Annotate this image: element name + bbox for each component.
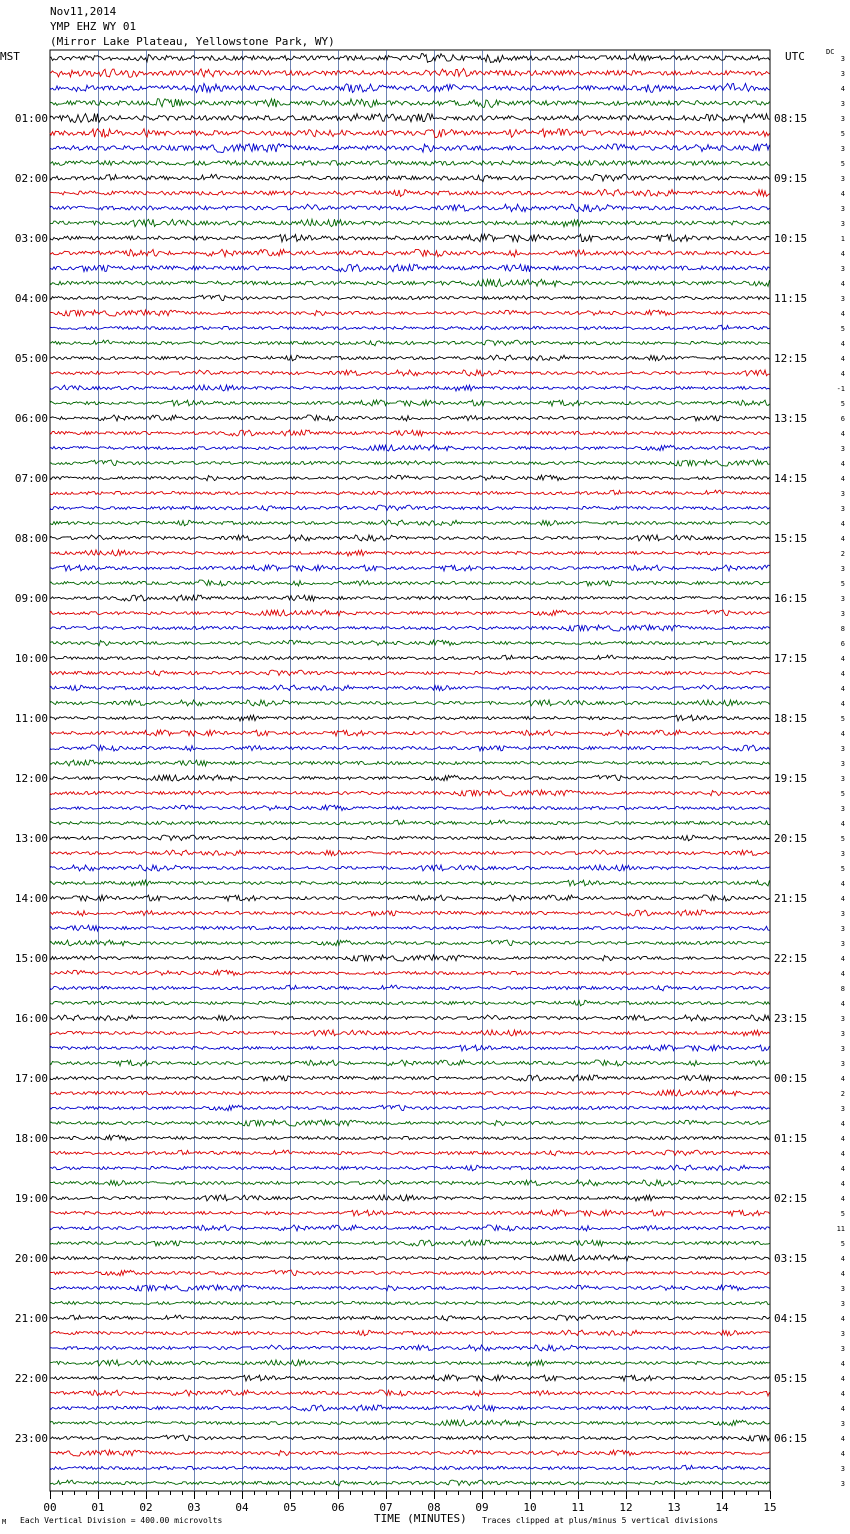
seismic-traces: [50, 54, 770, 1486]
seismic-trace: [50, 1000, 770, 1006]
dc-offset-value: 3: [840, 1045, 845, 1053]
mst-hour-label: 06:00: [14, 412, 48, 425]
mst-hour-label: 22:00: [14, 1372, 48, 1385]
x-tick-label: 10: [523, 1501, 537, 1514]
clip-note: Traces clipped at plus/minus 5 vertical divisions: [482, 1516, 719, 1525]
seismic-trace: [50, 189, 770, 196]
x-tick-label: 04: [235, 1501, 249, 1514]
dc-offset-value: 4: [840, 700, 845, 708]
dc-offset-value: 3: [840, 745, 845, 753]
seismic-trace: [50, 1375, 770, 1381]
seismic-trace: [50, 985, 770, 991]
utc-hour-label: 21:15: [774, 892, 808, 905]
utc-hour-label: 14:15: [774, 472, 808, 485]
dc-offset-value: 3: [840, 925, 845, 933]
seismic-trace: [50, 760, 770, 766]
seismic-trace: [50, 700, 770, 706]
dc-offset-value: 3: [840, 910, 845, 918]
seismic-trace: [50, 1225, 770, 1231]
seismic-trace: [50, 1045, 770, 1051]
seismic-trace: [50, 535, 770, 541]
mst-hour-label: 03:00: [14, 232, 48, 245]
seismic-trace: [50, 1450, 770, 1456]
x-tick-label: 06: [331, 1501, 345, 1514]
seismic-trace: [50, 144, 770, 153]
mst-hour-label: 04:00: [14, 292, 48, 305]
dc-offset-value: 5: [840, 130, 845, 138]
seismic-trace: [50, 1405, 770, 1411]
dc-offset-value: 3: [840, 610, 845, 618]
dc-offset-value: 5: [840, 865, 845, 873]
seismic-trace: [50, 1195, 770, 1201]
dc-offset-value: 3: [840, 1480, 845, 1488]
location-label: (Mirror Lake Plateau, Yellowstone Park, WY): [50, 35, 335, 48]
seismic-trace: [50, 805, 770, 810]
utc-hour-label: 19:15: [774, 772, 808, 785]
dc-offset-value: 2: [840, 550, 845, 558]
utc-hour-label: 03:15: [774, 1252, 808, 1265]
mst-hour-label: 01:00: [14, 112, 48, 125]
seismic-trace: [50, 895, 770, 901]
mst-hour-label: 18:00: [14, 1132, 48, 1145]
seismic-trace: [50, 1015, 770, 1021]
dc-offset-value: 3: [840, 1300, 845, 1308]
seismic-trace: [50, 835, 770, 841]
seismic-trace: [50, 385, 770, 391]
utc-hour-label: 00:15: [774, 1072, 808, 1085]
seismic-trace: [50, 955, 770, 961]
seismic-trace: [50, 790, 770, 796]
seismic-trace: [50, 910, 770, 916]
x-tick-label: 14: [715, 1501, 729, 1514]
seismic-trace: [50, 174, 770, 181]
dc-offset-value: 3: [840, 145, 845, 153]
seismic-trace: [50, 400, 770, 406]
dc-offset-value: 4: [840, 1255, 845, 1263]
seismic-trace: [50, 670, 770, 676]
seismic-trace: [50, 161, 770, 166]
seismic-trace: [50, 264, 770, 272]
dc-offset-value: 6: [840, 640, 845, 648]
dc-offset-value: 4: [840, 1450, 845, 1458]
utc-hour-label: 11:15: [774, 292, 808, 305]
dc-offset-value: 4: [840, 670, 845, 678]
dc-offset-value: 4: [840, 85, 845, 93]
dc-offset-value: 4: [840, 460, 845, 468]
dc-offset-value: 5: [840, 580, 845, 588]
dc-offset-value: 5: [840, 400, 845, 408]
x-tick-label: 09: [475, 1501, 489, 1514]
seismic-trace: [50, 114, 770, 123]
dc-offset-value: 4: [840, 1390, 845, 1398]
dc-offset-value: 4: [840, 1075, 845, 1083]
seismic-trace: [50, 1465, 770, 1470]
seismic-trace: [50, 1285, 770, 1291]
dc-offset-value: 4: [840, 730, 845, 738]
dc-offset-value: 4: [840, 340, 845, 348]
seismic-trace: [50, 685, 770, 691]
seismic-trace: [50, 505, 770, 511]
dc-offset-value: 4: [840, 250, 845, 258]
dc-offset-value: 3: [840, 295, 845, 303]
seismic-trace: [50, 1420, 770, 1426]
mst-timezone-label: MST: [0, 50, 20, 63]
seismic-trace: [50, 580, 770, 586]
seismic-trace: [50, 1060, 770, 1066]
dc-offset-value: 5: [840, 1210, 845, 1218]
dc-offset-value: 5: [840, 835, 845, 843]
x-tick-label: 07: [379, 1501, 393, 1514]
seismic-trace: [50, 99, 770, 108]
corner-mark: M: [2, 1518, 7, 1526]
dc-offset-value: 4: [840, 1405, 845, 1413]
utc-hour-label: 13:15: [774, 412, 808, 425]
mst-hour-label: 12:00: [14, 772, 48, 785]
mst-hour-label: 09:00: [14, 592, 48, 605]
dc-offset-value: 4: [840, 820, 845, 828]
dc-offset-value: 8: [840, 985, 845, 993]
seismic-trace: [50, 1210, 770, 1216]
mst-hour-label: 14:00: [14, 892, 48, 905]
dc-offset-value: 4: [840, 1375, 845, 1383]
dc-offset-value: 5: [840, 325, 845, 333]
seismic-trace: [50, 460, 770, 466]
utc-hour-label: 12:15: [774, 352, 808, 365]
seismic-trace: [50, 1270, 770, 1276]
mst-hour-label: 15:00: [14, 952, 48, 965]
dc-offset-value: 3: [840, 1465, 845, 1473]
seismic-trace: [50, 565, 770, 571]
seismic-trace: [50, 640, 770, 646]
seismic-trace: [50, 850, 770, 856]
dc-offset-value: 5: [840, 160, 845, 168]
dc-offset-value: 3: [840, 775, 845, 783]
dc-offset-value: 3: [840, 115, 845, 123]
x-tick-label: 15: [763, 1501, 777, 1514]
x-tick-label: 03: [187, 1501, 201, 1514]
x-tick-label: 02: [139, 1501, 153, 1514]
seismic-trace: [50, 475, 770, 481]
dc-offset-value: 3: [840, 100, 845, 108]
seismic-trace: [50, 745, 770, 751]
utc-hour-label: 23:15: [774, 1012, 808, 1025]
utc-hour-label: 20:15: [774, 832, 808, 845]
dc-offset-value: 3: [840, 1030, 845, 1038]
mst-hour-label: 08:00: [14, 532, 48, 545]
utc-hour-label: 22:15: [774, 952, 808, 965]
dc-offset-value: 4: [840, 1135, 845, 1143]
seismic-trace: [50, 129, 770, 138]
dc-offset-value: 4: [840, 370, 845, 378]
utc-hour-label: 04:15: [774, 1312, 808, 1325]
mst-hour-label: 16:00: [14, 1012, 48, 1025]
seismic-trace: [50, 1390, 770, 1396]
station-label: YMP EHZ WY 01: [50, 20, 137, 33]
x-tick-label: 05: [283, 1501, 297, 1514]
axis-labels: [15, 55, 845, 1514]
seismic-trace: [50, 204, 770, 212]
seismic-trace: [50, 295, 770, 300]
seismic-trace: [50, 595, 770, 601]
dc-offset-value: 3: [840, 1015, 845, 1023]
seismic-trace: [50, 715, 770, 721]
dc-offset-value: 3: [840, 205, 845, 213]
seismic-trace: [50, 1330, 770, 1336]
seismic-trace: [50, 84, 770, 93]
dc-offset-value: 3: [840, 505, 845, 513]
seismic-trace: [50, 1435, 770, 1441]
dc-offset-value: 3: [840, 760, 845, 768]
seismic-trace: [50, 234, 770, 242]
dc-offset-value: 4: [840, 310, 845, 318]
seismic-trace: [50, 249, 770, 256]
dc-offset-value: 4: [840, 970, 845, 978]
seismic-trace: [50, 1135, 770, 1140]
dc-offset-value: 11: [836, 1225, 845, 1233]
dc-offset-value: 3: [840, 1330, 845, 1338]
seismic-trace: [50, 1315, 770, 1321]
seismic-trace: [50, 1075, 770, 1081]
seismic-trace: [50, 445, 770, 451]
mst-hour-label: 17:00: [14, 1072, 48, 1085]
seismic-trace: [50, 1480, 770, 1486]
dc-offset-value: 5: [840, 790, 845, 798]
seismic-trace: [50, 54, 770, 63]
dc-offset-value: 2: [840, 1090, 845, 1098]
seismic-trace: [50, 520, 770, 526]
seismic-trace: [50, 880, 770, 886]
dc-offset-value: 3: [840, 1060, 845, 1068]
seismic-trace: [50, 430, 770, 436]
dc-offset-value: 3: [840, 595, 845, 603]
dc-offset-value: 3: [840, 220, 845, 228]
mst-hour-label: 11:00: [14, 712, 48, 725]
mst-hour-label: 21:00: [14, 1312, 48, 1325]
seismic-trace: [50, 1240, 770, 1246]
dc-offset-value: 3: [840, 850, 845, 858]
dc-offset-value: 4: [840, 520, 845, 528]
mst-hour-label: 10:00: [14, 652, 48, 665]
x-tick-label: 12: [619, 1501, 633, 1514]
seismic-trace: [50, 820, 770, 825]
seismic-trace: [50, 775, 770, 781]
dc-offset-value: 3: [840, 1420, 845, 1428]
mst-hour-label: 13:00: [14, 832, 48, 845]
dc-offset-value: 4: [840, 430, 845, 438]
dc-offset-value: 4: [840, 655, 845, 663]
seismic-trace: [50, 490, 770, 495]
dc-offset-value: 3: [840, 265, 845, 273]
utc-hour-label: 05:15: [774, 1372, 808, 1385]
x-axis-title: TIME (MINUTES): [374, 1512, 467, 1525]
dc-offset-value: 3: [840, 70, 845, 78]
dc-offset-value: 4: [840, 1120, 845, 1128]
utc-timezone-label: UTC: [785, 50, 805, 63]
seismic-trace: [50, 310, 770, 316]
dc-offset-value: 8: [840, 625, 845, 633]
dc-offset-value: 3: [840, 175, 845, 183]
dc-offset-value: 4: [840, 895, 845, 903]
seismic-trace: [50, 415, 770, 421]
seismic-trace: [50, 370, 770, 376]
dc-offset-value: 4: [840, 1195, 845, 1203]
seismic-trace: [50, 1345, 770, 1351]
seismic-trace: [50, 355, 770, 361]
dc-offset-value: 4: [840, 1360, 845, 1368]
seismic-trace: [50, 970, 770, 975]
dc-offset-value: 4: [840, 1000, 845, 1008]
seismic-trace: [50, 219, 770, 227]
seismic-trace: [50, 279, 770, 286]
seismic-trace: [50, 610, 770, 616]
x-tick-label: 13: [667, 1501, 681, 1514]
dc-offset-value: -1: [836, 385, 845, 393]
seismic-trace: [50, 865, 770, 871]
dc-offset-value: 4: [840, 355, 845, 363]
utc-hour-label: 17:15: [774, 652, 808, 665]
dc-offset-value: 4: [840, 1165, 845, 1173]
dc-offset-value: 4: [840, 190, 845, 198]
dc-offset-value: 5: [840, 1240, 845, 1248]
seismic-trace: [50, 1105, 770, 1111]
seismic-trace: [50, 730, 770, 736]
seismic-trace: [50, 1165, 770, 1171]
dc-offset-value: 3: [840, 1285, 845, 1293]
dc-offset-value: 6: [840, 415, 845, 423]
dc-offset-value: 4: [840, 1315, 845, 1323]
dc-offset-value: 4: [840, 955, 845, 963]
seismic-trace: [50, 1030, 770, 1036]
mst-hour-label: 07:00: [14, 472, 48, 485]
seismic-trace: [50, 1255, 770, 1261]
seismic-trace: [50, 69, 770, 78]
x-tick-label: 08: [427, 1501, 441, 1514]
utc-hour-label: 01:15: [774, 1132, 808, 1145]
dc-offset-value: 4: [840, 1150, 845, 1158]
dc-offset-header: DC: [826, 48, 835, 56]
utc-hour-label: 10:15: [774, 232, 808, 245]
dc-offset-value: 1: [840, 235, 845, 243]
mst-hour-label: 19:00: [14, 1192, 48, 1205]
utc-hour-label: 16:15: [774, 592, 808, 605]
seismic-trace: [50, 925, 770, 931]
utc-hour-label: 02:15: [774, 1192, 808, 1205]
mst-hour-label: 20:00: [14, 1252, 48, 1265]
dc-offset-value: 3: [840, 1345, 845, 1353]
dc-offset-value: 4: [840, 1180, 845, 1188]
utc-hour-label: 09:15: [774, 172, 808, 185]
seismic-trace: [50, 325, 770, 330]
utc-hour-label: 18:15: [774, 712, 808, 725]
scale-note: Each Vertical Division = 400.00 microvolts: [20, 1516, 223, 1525]
seismic-trace: [50, 1180, 770, 1186]
seismic-trace: [50, 1360, 770, 1366]
x-tick-label: 01: [91, 1501, 105, 1514]
dc-offset-value: 3: [840, 55, 845, 63]
date-label: Nov11,2014: [50, 5, 117, 18]
dc-offset-value: 4: [840, 475, 845, 483]
dc-offset-value: 4: [840, 1435, 845, 1443]
dc-offset-value: 4: [840, 685, 845, 693]
x-tick-label: 11: [571, 1501, 585, 1514]
seismic-trace: [50, 1301, 770, 1304]
seismic-trace: [50, 940, 770, 946]
seismic-trace: [50, 1090, 770, 1096]
utc-hour-label: 06:15: [774, 1432, 808, 1445]
dc-offset-value: 3: [840, 940, 845, 948]
dc-offset-value: 3: [840, 1105, 845, 1113]
dc-offset-value: 4: [840, 1270, 845, 1278]
dc-offset-value: 3: [840, 445, 845, 453]
dc-offset-value: 3: [840, 805, 845, 813]
utc-hour-label: 15:15: [774, 532, 808, 545]
mst-hour-label: 23:00: [14, 1432, 48, 1445]
dc-offset-value: 3: [840, 490, 845, 498]
mst-hour-label: 02:00: [14, 172, 48, 185]
seismic-trace: [50, 550, 770, 556]
dc-offset-value: 4: [840, 880, 845, 888]
dc-offset-value: 5: [840, 715, 845, 723]
dc-offset-value: 4: [840, 535, 845, 543]
dc-offset-value: 4: [840, 280, 845, 288]
seismic-trace: [50, 340, 770, 346]
seismic-trace: [50, 1150, 770, 1156]
seismic-trace: [50, 655, 770, 660]
seismic-trace: [50, 1120, 770, 1126]
seismic-trace: [50, 625, 770, 631]
mst-hour-label: 05:00: [14, 352, 48, 365]
utc-hour-label: 08:15: [774, 112, 808, 125]
x-tick-label: 00: [43, 1501, 57, 1514]
dc-offset-value: 3: [840, 565, 845, 573]
